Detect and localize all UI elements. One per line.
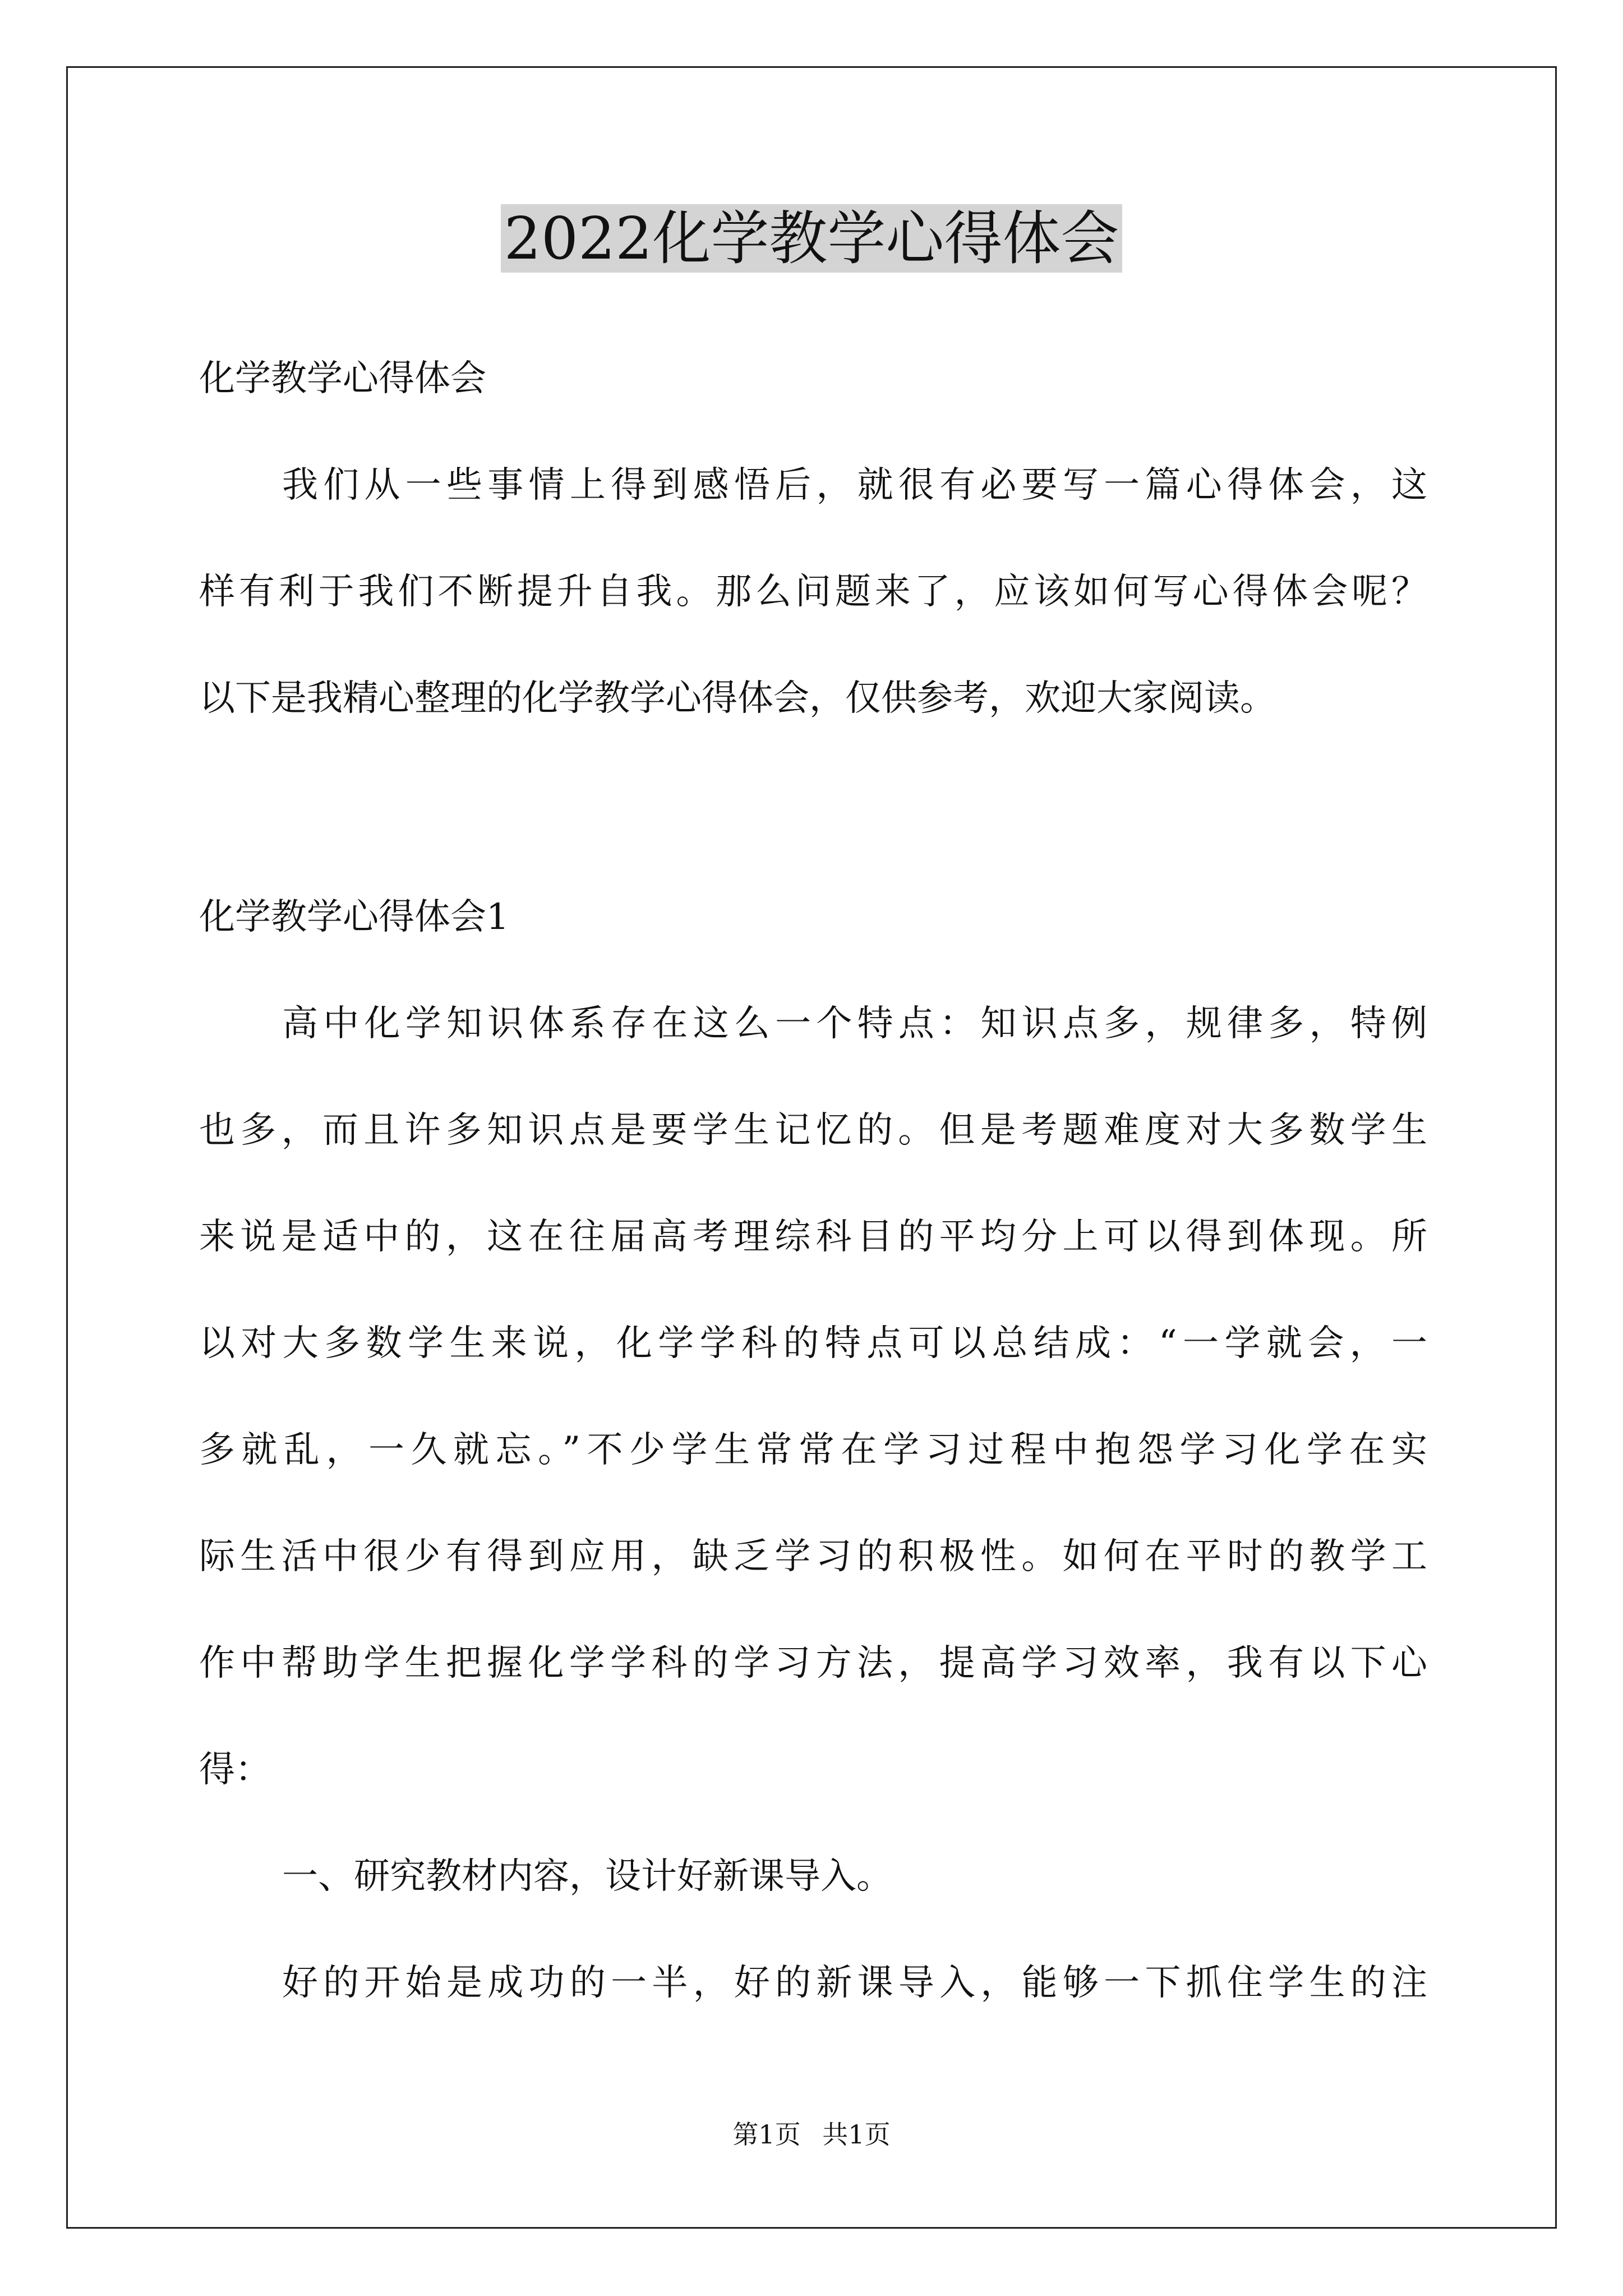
page-footer: 第1页 共1页 xyxy=(732,2119,891,2150)
paragraph-line: 也多，而且许多知识点是要学生记忆的。但是考题难度对大多数学生 xyxy=(199,1110,1427,1151)
paragraph-line: 样有利于我们不断提升自我。那么问题来了，应该如何写心得体会呢？ xyxy=(199,571,1427,613)
paragraph-line: 以下是我精心整理的化学教学心得体会，仅供参考，欢迎大家阅读。 xyxy=(199,678,1276,719)
paragraph-line: 高中化学知识体系存在这么一个特点：知识点多，规律多，特例 xyxy=(282,1003,1427,1045)
subtitle-line: 化学教学心得体会 xyxy=(199,358,486,399)
document-title xyxy=(0,196,1623,280)
paragraph-line: 际生活中很少有得到应用，缺乏学习的积极性。如何在平时的教学工 xyxy=(199,1536,1427,1577)
paragraph-line: 来说是适中的，这在往届高考理综科目的平均分上可以得到体现。所 xyxy=(199,1216,1427,1258)
paragraph-line: 好的开始是成功的一半，好的新课导入，能够一下抓住学生的注 xyxy=(282,1962,1427,2004)
numbered-heading: 一、研究教材内容，设计好新课导入。 xyxy=(282,1856,892,1897)
section-heading: 化学教学心得体会1 xyxy=(199,896,509,938)
paragraph-line: 得： xyxy=(199,1749,271,1791)
paragraph-line: 多就乱，一久就忘。”不少学生常常在学习过程中抱怨学习化学在实 xyxy=(199,1429,1427,1471)
paragraph-line: 以对大多数学生来说，化学学科的特点可以总结成：“一学就会，一 xyxy=(199,1323,1427,1364)
paragraph-line: 作中帮助学生把握化学学科的学习方法，提高学习效率，我有以下心 xyxy=(199,1642,1427,1684)
document-title-text: 2022化学教学心得体会 xyxy=(501,204,1123,273)
paragraph-line: 我们从一些事情上得到感悟后，就很有必要写一篇心得体会，这 xyxy=(282,464,1427,506)
